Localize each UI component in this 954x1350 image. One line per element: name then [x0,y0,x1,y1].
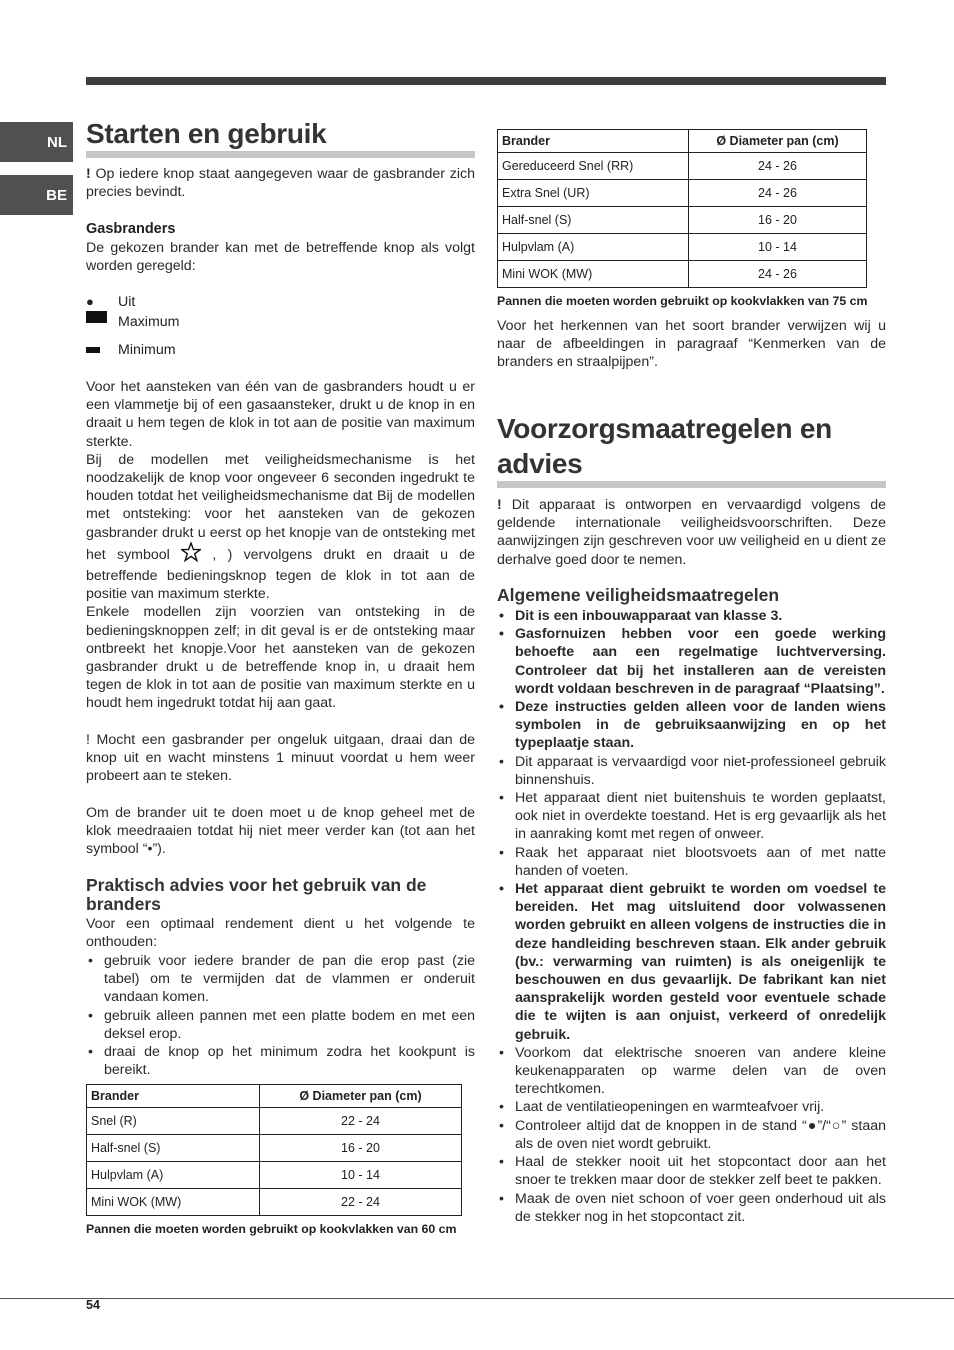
table-row [87,1189,462,1216]
pan-table-75 [497,129,867,309]
table-cell: 22 - 24 [260,1189,462,1216]
para-light-3: Enkele modellen zijn voorzien van ontsteking in de bedieningsknoppen zelf; in dit geval is er de ontsteking maar ontbreekt het knopje.Voor het aansteken van de gekozen gasbrander drukt u de betreffende knop in, u draait hem tegen de klok in tot aan de positie van maximum sterkte en u houdt hem ingedrukt totdat hij aan gaat. [86,604,475,712]
table-header-row [498,130,867,153]
safety-item: • Haal de stekker nooit uit het stopcontact door aan het snoer te trekken maar door de stekker zelf beet te pakken. [497,1153,886,1189]
advice-heading: Praktisch advies voor het gebruik van de branders [86,875,427,914]
symbol-off-label: Uit [118,294,136,310]
advice-item: • gebruik alleen pannen met een platte bodem en met een deksel erop. [86,1007,475,1043]
symbol-max-label: Maximum [118,314,180,330]
spark-star-icon [181,542,201,567]
table-caption: Pannen die moeten worden gebruikt op kookvlakken van 75 cm [497,294,868,308]
table-row [87,1108,462,1135]
para-off: Om de brander uit te doen moet u de knop geheel met de klok meedraaien totdat hij niet meer verder kan (tot aan het symbool “•”). [86,805,475,858]
table-header-cell: Ø Diameter pan (cm) [689,130,867,153]
table-row [498,153,867,180]
dot-off-icon: ● [86,294,94,309]
lang-tab-be: BE [0,175,73,215]
top-rule [86,77,886,85]
lighting-instructions [86,378,475,713]
table-cell: Snel (R) [87,1108,260,1135]
symbol-min-label: Minimum [118,342,176,358]
flame-min-icon [86,347,100,353]
table-header-cell: Brander [498,130,689,153]
para-recognize: Voor het herkennen van het soort brander verwijzen wij u naar de afbeeldingen in paragraaf “Kenmerken van de branders en straalpijpen”. [497,318,886,371]
table-cell: 10 - 14 [260,1162,462,1189]
para-warning: ! Mocht een gasbrander per ongeluk uitgaan, draai dan de knop uit en wacht minstens 1 minuut voordat u hem weer probeert aan te steken. [86,732,475,785]
table-cell: 24 - 26 [689,153,867,180]
para-light-2b: , ) vervolgens drukt en draait u de betreffende bedieningsknop tegen de klok in tot aan de positie van maximum sterkte. [86,546,476,603]
note-knop [86,165,475,201]
safety-item: • Raak het apparaat niet blootsvoets aan of met natte handen of voeten. [497,844,886,880]
advice-item: • gebruik voor iedere brander de pan die erop past (zie tabel) om te vermijden dat de vlammen er onderuit vandaan komen. [86,952,475,1007]
note-safety [497,496,886,569]
gas-intro: De gekozen brander kan met de betreffende knop als volgt worden geregeld: [86,240,475,275]
table-cell: Gereduceerd Snel (RR) [498,153,689,180]
note-mark: ! [497,497,502,513]
safety-item: • Dit apparaat is vervaardigd voor niet-professioneel gebruik binnenshuis. [497,753,886,789]
advice-list [86,952,475,1079]
safety-heading: Algemene veiligheidsmaatregelen [497,585,780,605]
safety-item: • Dit is een inbouwapparaat van klasse 3. [497,607,886,625]
symbol-max-row [86,313,475,331]
table-cell: Hulpvlam (A) [498,234,689,261]
advice-item: • draai de knop op het minimum zodra het kookpunt is bereikt. [86,1043,475,1079]
safety-list [497,607,886,1226]
section-title-voorzorg: Voorzorgsmaatregelen en advies [497,411,886,488]
flame-max-icon [86,311,107,323]
table-header-row [87,1085,462,1108]
table-cell: Half-snel (S) [498,207,689,234]
table-cell: 24 - 26 [689,261,867,288]
symbol-off-row [86,293,475,311]
safety-item: • Deze instructies gelden alleen voor de landen wiens symbolen in de gebruiksaanwijzing en op het typeplaatje staan. [497,698,886,753]
bottom-rule [0,1298,954,1299]
safety-item: • Laat de ventilatieopeningen en warmteafvoer vrij. [497,1098,886,1116]
table-row [87,1135,462,1162]
para-light-2 [86,451,475,604]
table-caption: Pannen die moeten worden gebruikt op kookvlakken van 60 cm [86,1222,457,1236]
safety-item: • Controleer altijd dat de knoppen in de stand “●”/“○” staan als de oven niet wordt gebruikt. [497,1117,886,1153]
safety-item: • Gasfornuizen hebben voor een goede werking behoefte aan een regelmatige luchtverversing. Controleer dat bij het installeren aan de vereisten wordt voldaan beschreven in de paragraaf “Plaatsing”. [497,625,886,698]
table-row [498,234,867,261]
table-row [498,180,867,207]
table-cell: Half-snel (S) [87,1135,260,1162]
safety-item: • Maak de oven niet schoon of voer geen onderhoud uit als de stekker nog in het stopcontact zit. [497,1190,886,1226]
safety-item: • Het apparaat dient niet buitenshuis te worden geplaatst, ook niet in overdekte toestand. Het is erg gevaarlijk als het in aanraking komt met regen of onweer. [497,789,886,844]
table-cell: Hulpvlam (A) [87,1162,260,1189]
table-cell: 22 - 24 [260,1108,462,1135]
note-text: Op iedere knop staat aangegeven waar de gasbrander zich precies bevindt. [86,166,475,201]
table-cell: Extra Snel (UR) [498,180,689,207]
table-row [87,1162,462,1189]
table-header-cell: Brander [87,1085,260,1108]
table-row [498,261,867,288]
page-number: 54 [86,1298,100,1312]
table-row [498,207,867,234]
table-cell: 24 - 26 [689,180,867,207]
table-cell: 16 - 20 [260,1135,462,1162]
section-title-starten: Starten en gebruik [86,116,475,158]
advice-intro: Voor een optimaal rendement dient u het volgende te onthouden: [86,916,475,951]
table-cell: 10 - 14 [689,234,867,261]
safety-item: • Het apparaat dient gebruikt te worden om voedsel te bereiden. Het mag uitsluitend door volwassenen worden gebruikt en alleen volgens de instructies die in deze handleiding beschreven staan. Elk ander gebruik (bv.: verwarming van ruimten) is als oneigenlijk te beschouwen en dus gevaarlijk. De fabrikant kan niet aansprakelijk worden gesteld voor eventuele schade die te wijten is aan onjuist, verkeerd of onredelijk gebruik. [497,880,886,1044]
table-cell: 16 - 20 [689,207,867,234]
table-cell: Mini WOK (MW) [498,261,689,288]
note-mark: ! [86,166,91,182]
note-text: Dit apparaat is ontworpen en vervaardigd volgens de geldende internationale veiligheidsvoorschriften. Deze aanwijzingen zijn geschreven voor uw veiligheid en u dient ze derhalve goed door te nemen. [497,497,886,568]
safety-item: • Voorkom dat elektrische snoeren van andere kleine keukenapparaten op warme delen van de oven terechtkomen. [497,1044,886,1099]
table-header-cell: Ø Diameter pan (cm) [260,1085,462,1108]
symbol-min-row [86,341,475,359]
lang-tab-nl: NL [0,122,73,162]
table-cell: Mini WOK (MW) [87,1189,260,1216]
para-light-2a: Bij de modellen met veiligheidsmechanisme is het noodzakelijk de knop voor ongeveer 6 seconden ingedrukt te houden totdat het veiligheidsmechanisme dat Bij de modellen met ontsteking: voor het aansteken van de gekozen gasbrander drukt u eerst op het knopje van de ontsteking met het symbool [86,451,475,563]
gas-heading: Gasbranders [86,221,176,237]
pan-table-60 [86,1084,462,1237]
para-light-1: Voor het aansteken van één van de gasbranders houdt u er een vlammetje bij of een gasaansteker, drukt u de knop in en draait u hem tegen de klok in tot aan de positie van maximum sterkte. [86,379,475,450]
